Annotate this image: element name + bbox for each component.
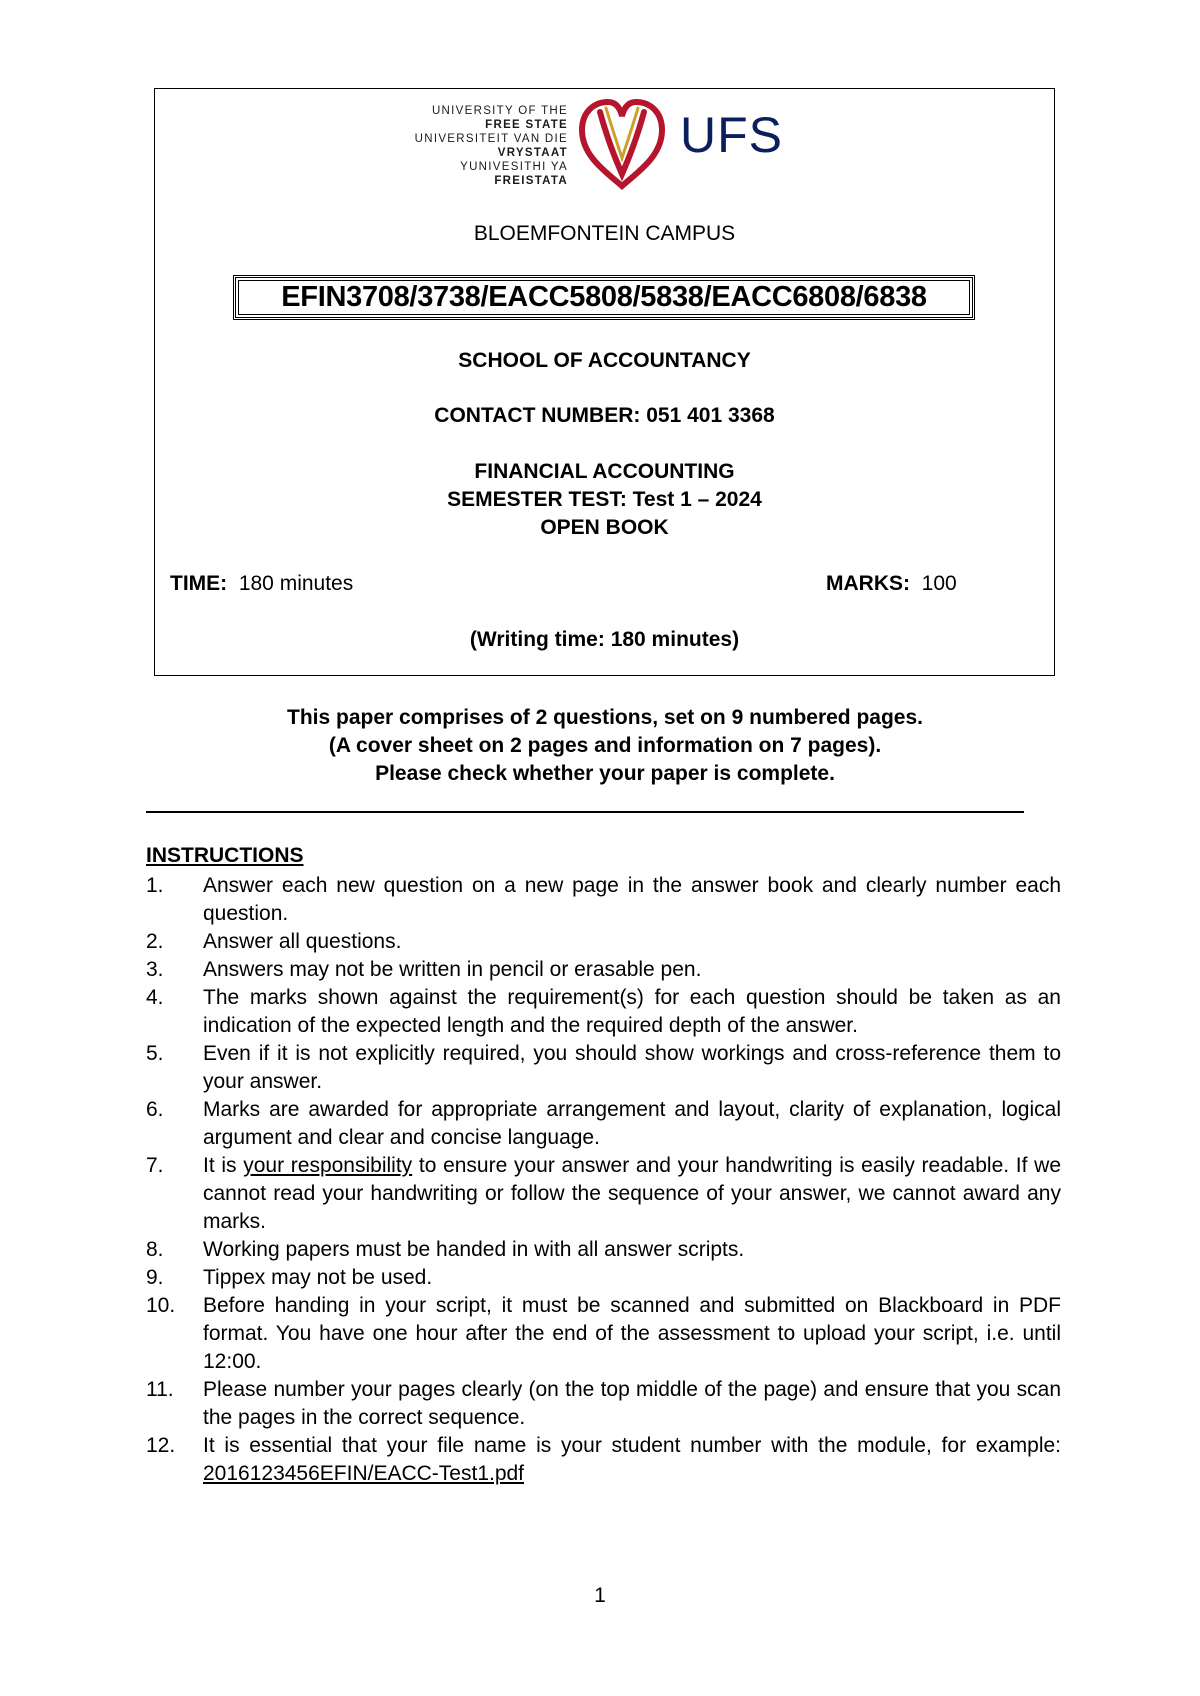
instruction-number: 12. [146, 1434, 176, 1457]
instruction-item [146, 1264, 1061, 1292]
instruction-text: Please number your pages clearly (on the top middle of the page) and ensure that you scan the pages in the correct sequence. [203, 1378, 1061, 1429]
test-title: SEMESTER TEST: Test 1 – 2024 [447, 488, 762, 511]
instruction-text: Even if it is not explicitly required, you should show workings and cross-reference them to your answer. [203, 1042, 1061, 1093]
instruction-item [146, 928, 1061, 956]
instruction-text: Answer each new question on a new page in the answer book and clearly number each question. [203, 874, 1061, 925]
time-label: TIME: [170, 572, 228, 595]
instruction-number: 3. [146, 958, 164, 981]
logo-line: UNIVERSITEIT VAN DIE [414, 133, 568, 145]
instruction-text: Before handing in your script, it must be scanned and submitted on Blackboard in PDF format. You have one hour after the end of the assessment to upload your script, i.e. until 12:00. [203, 1294, 1061, 1373]
ufs-logo [400, 98, 800, 190]
school-name: SCHOOL OF ACCOUNTANCY [458, 349, 751, 372]
summary-line: Please check whether your paper is complete. [375, 762, 835, 785]
instruction-number: 5. [146, 1042, 164, 1065]
instruction-text-post: to ensure your answer and your handwriting is easily readable. If we cannot read your handwriting or follow the sequence of your answer, we cannot award any marks. [203, 1154, 1061, 1233]
instruction-text-pre: It is [203, 1154, 244, 1177]
summary-line: (A cover sheet on 2 pages and information on 7 pages). [328, 734, 882, 757]
instruction-text: The marks shown against the requirement(s) for each question should be taken as an indication of the expected length and the required depth of the answer. [203, 986, 1061, 1037]
time-value: 180 minutes [238, 572, 354, 595]
instruction-text: Marks are awarded for appropriate arrangement and layout, clarity of explanation, logical argument and clear and concise language. [203, 1098, 1061, 1149]
logo-line: YUNIVESITHI YA [460, 161, 568, 173]
instruction-number: 8. [146, 1238, 164, 1261]
instruction-item [146, 1376, 1061, 1432]
time-info [170, 572, 353, 596]
logo-line: FREE STATE [485, 119, 568, 131]
instruction-text: Answers may not be written in pencil or erasable pen. [203, 958, 702, 981]
example-file-name: 2016123456EFIN/EACC-Test1.pdf [203, 1462, 525, 1485]
instructions-list [146, 872, 1061, 1488]
instruction-text: Working papers must be handed in with all answer scripts. [203, 1238, 745, 1261]
summary-line: This paper comprises of 2 questions, set on 9 numbered pages. [287, 706, 923, 729]
instruction-item [146, 984, 1061, 1040]
emphasis-your-responsibility: your responsibility [243, 1154, 413, 1177]
marks-info [826, 572, 957, 596]
marks-value: 100 [921, 572, 957, 595]
instruction-text: Tippex may not be used. [203, 1266, 433, 1289]
book-type: OPEN BOOK [540, 516, 669, 539]
instruction-number: 4. [146, 986, 164, 1009]
instruction-text-pre: It is essential that your file name is your student number with the module, for example: [203, 1434, 1061, 1457]
instruction-item [146, 1096, 1061, 1152]
logo-line: VRYSTAAT [497, 147, 568, 159]
logo-line: FREISTATA [494, 175, 568, 187]
instruction-item [146, 1292, 1061, 1376]
instruction-item [146, 956, 1061, 984]
instruction-item [146, 872, 1061, 928]
instruction-number: 9. [146, 1266, 164, 1289]
campus-name: BLOEMFONTEIN CAMPUS [473, 222, 736, 245]
instruction-text: Answer all questions. [203, 930, 402, 953]
writing-time: (Writing time: 180 minutes) [469, 628, 740, 651]
instruction-number: 2. [146, 930, 164, 953]
contact-number: CONTACT NUMBER: 051 401 3368 [434, 404, 775, 427]
instruction-number: 1. [146, 874, 164, 897]
subject-title: FINANCIAL ACCOUNTING [474, 460, 735, 483]
instruction-text [203, 1432, 1061, 1488]
instructions-heading: INSTRUCTIONS [146, 844, 304, 867]
instruction-item [146, 1432, 1061, 1488]
instruction-number: 7. [146, 1154, 164, 1177]
logo-line: UNIVERSITY OF THE [431, 105, 568, 117]
logo-wordmark [400, 104, 568, 188]
marks-label: MARKS: [826, 572, 910, 595]
instruction-number: 6. [146, 1098, 164, 1121]
instruction-number: 10. [146, 1294, 176, 1317]
instruction-text [203, 1152, 1061, 1236]
divider [146, 811, 1024, 813]
ufs-acronym: UFS [680, 107, 783, 163]
module-code: EFIN3708/3738/EACC5808/5838/EACC6808/6838 [233, 275, 975, 320]
instruction-item [146, 1152, 1061, 1236]
page-number: 1 [594, 1584, 606, 1607]
instruction-item [146, 1040, 1061, 1096]
instruction-number: 11. [146, 1378, 174, 1401]
instruction-item [146, 1236, 1061, 1264]
heart-logo-icon [576, 98, 668, 190]
